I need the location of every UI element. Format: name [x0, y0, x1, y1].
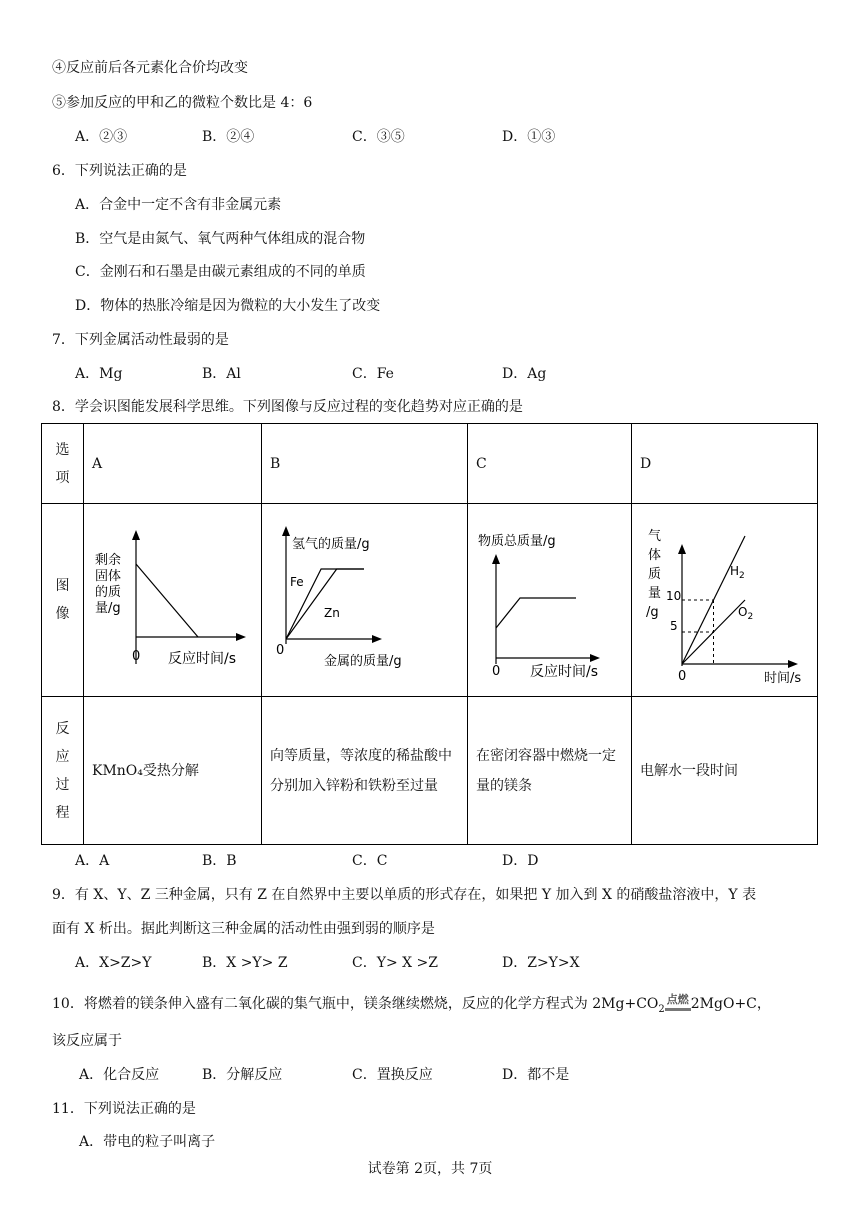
x-axis-arrow — [236, 633, 246, 641]
q5-option-d: D．①③ — [502, 129, 556, 145]
graph-cell-d — [632, 504, 818, 697]
chart-b — [262, 504, 468, 696]
row-header-char: 程 — [55, 804, 70, 821]
row-header-char: 选 — [55, 441, 70, 458]
series-label-h2: $H_2$ — [730, 564, 745, 581]
row-header-process — [42, 697, 84, 845]
col-header-d: D — [632, 424, 818, 504]
q10-stem-prefix: 10．将燃着的镁条伸入盛有二氧化碳的集气瓶中，镁条继续燃烧，反应的化学方程式为 2Mg+CO — [52, 996, 659, 1012]
graph-cell-a — [84, 504, 262, 697]
chart-d — [632, 504, 818, 696]
q6-option-d: D．物体的热胀冷缩是因为微粒的大小发生了改变 — [75, 298, 381, 314]
q6-option-b: B．空气是由氮气、氧气两种气体组成的混合物 — [75, 231, 366, 247]
row-header-options — [42, 424, 84, 504]
q11-option-a: A．带电的粒子叫离子 — [79, 1134, 216, 1150]
graph-cell-c — [468, 504, 632, 697]
y-tick-10: 10 — [666, 589, 682, 603]
origin-label: 0 — [492, 664, 501, 679]
q8-option-d: D．D — [502, 853, 539, 869]
q10-stem-line2: 该反应属于 — [52, 1033, 122, 1049]
q8-table — [41, 423, 818, 845]
q7-option-d: D．Ag — [502, 366, 547, 382]
q5-option-c: C．③⑤ — [352, 129, 405, 145]
q8-stem: 8．学会识图能发展科学思维。下列图像与反应过程的变化趋势对应正确的是 — [52, 399, 523, 415]
x-axis-arrow — [590, 654, 600, 662]
y-axis-arrow — [282, 526, 290, 536]
x-axis-label: 反应时间/s — [168, 651, 237, 667]
q9-option-b: B．X >Y> Z — [202, 955, 288, 971]
q9-stem-line2: 面有 X 析出。据此判断这三种金属的活动性由强到弱的顺序是 — [52, 921, 435, 937]
y-axis-label: 气体质量/g — [646, 529, 662, 620]
y-axis-arrow — [132, 530, 140, 540]
q6-option-c: C．金刚石和石墨是由碳元素组成的不同的单质 — [75, 264, 366, 280]
q10-stem-suffix: 2MgO+C， — [690, 996, 771, 1012]
q7-option-b: B．Al — [202, 366, 241, 382]
process-a: KMnO₄受热分解 — [84, 697, 262, 845]
q5-statement-4: ④反应前后各元素化合价均改变 — [52, 60, 248, 76]
q5-statement-5: ⑤参加反应的甲和乙的微粒个数比是 4：6 — [52, 95, 313, 111]
q6-stem: 6．下列说法正确的是 — [52, 163, 187, 179]
q10-co2-subscript: 2 — [658, 1003, 665, 1015]
x-axis-label: 反应时间/s — [530, 664, 599, 680]
q8-option-a: A．A — [75, 853, 110, 869]
q10-option-d: D．都不是 — [502, 1067, 570, 1083]
y-tick-5: 5 — [670, 619, 678, 633]
x-axis-label: 时间/s — [764, 671, 802, 686]
y-axis-arrow — [678, 544, 686, 554]
row-header-graph — [42, 504, 84, 697]
q10-option-b: B．分解反应 — [202, 1067, 283, 1083]
process-d: 电解水一段时间 — [632, 697, 818, 845]
graph-cell-b — [262, 504, 468, 697]
ignite-condition — [665, 994, 691, 1015]
series-label-zn: Zn — [324, 606, 340, 620]
row-header-char: 像 — [55, 606, 70, 622]
series-line-0 — [136, 564, 198, 637]
row-header-char: 反 — [55, 720, 70, 737]
q9-option-a: A．X>Z>Y — [75, 955, 152, 971]
q9-stem-line1: 9．有 X、Y、Z 三种金属，只有 Z 在自然界中主要以单质的形式存在，如果把 Y 加入到 X 的硝酸盐溶液中，Y 表 — [52, 887, 757, 903]
page-footer: 试卷第 2页，共 7页 — [367, 1161, 493, 1177]
q10-stem-line1 — [52, 994, 771, 1020]
q5-option-b: B．②④ — [202, 129, 255, 145]
col-header-b: B — [262, 424, 468, 504]
y-axis-label: 剩余固体的质量/g — [95, 553, 122, 616]
row-header-char: 过 — [55, 776, 70, 793]
series-label-o2: $O_2$ — [738, 605, 754, 622]
origin-label: 0 — [132, 649, 141, 664]
x-axis-arrow — [788, 660, 798, 668]
col-header-c: C — [468, 424, 632, 504]
origin-label: 0 — [276, 643, 285, 658]
q7-option-a: A．Mg — [75, 366, 123, 382]
x-axis-label: 金属的质量/g — [324, 654, 402, 669]
q8-option-b: B．B — [202, 853, 237, 869]
col-header-a: A — [84, 424, 262, 504]
process-b: 向等质量，等浓度的稀盐酸中分别加入锌粉和铁粉至过量 — [262, 697, 468, 845]
q6-option-a: A．合金中一定不含有非金属元素 — [75, 197, 282, 213]
q9-option-c: C．Y> X >Z — [352, 955, 439, 971]
q9-option-d: D．Z>Y>X — [502, 955, 580, 971]
series-label-fe: Fe — [290, 575, 304, 589]
x-axis-arrow — [372, 635, 382, 643]
chart-c — [468, 504, 632, 696]
origin-label: 0 — [678, 669, 687, 684]
row-header-char: 图 — [55, 578, 70, 594]
row-header-char: 项 — [55, 469, 70, 486]
q5-option-a: A．②③ — [75, 129, 128, 145]
y-axis-label: 氢气的质量/g — [292, 537, 370, 552]
row-header-char: 应 — [55, 748, 70, 765]
q10-option-c: C．置换反应 — [352, 1067, 433, 1083]
q11-stem: 11．下列说法正确的是 — [52, 1101, 196, 1117]
chart-a — [84, 504, 262, 696]
reaction-equals-bar — [665, 1008, 691, 1011]
q8-option-c: C．C — [352, 853, 388, 869]
ignite-condition-label: 点燃 — [666, 993, 689, 1006]
series-line-0 — [496, 598, 576, 628]
q7-stem: 7．下列金属活动性最弱的是 — [52, 332, 229, 348]
q7-option-c: C．Fe — [352, 366, 394, 382]
y-axis-arrow — [492, 554, 500, 564]
process-c: 在密闭容器中燃烧一定量的镁条 — [468, 697, 632, 845]
q10-option-a: A．化合反应 — [79, 1067, 160, 1083]
y-axis-label: 物质总质量/g — [478, 534, 556, 549]
